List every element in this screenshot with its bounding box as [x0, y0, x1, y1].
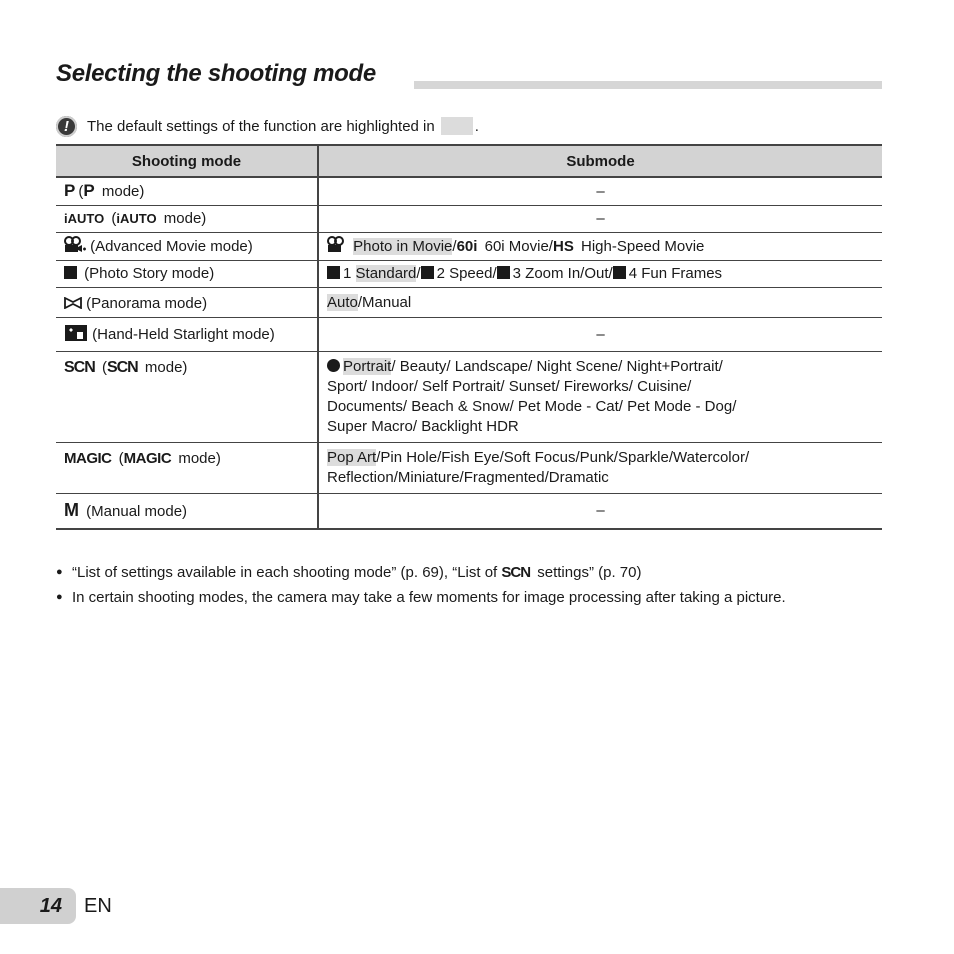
table-row: [56, 206, 882, 233]
language-label: EN: [84, 895, 112, 917]
header-shooting-mode: Shooting mode: [56, 145, 318, 177]
scn-line-3: Documents/ Beach & Snow/ Pet Mode - Cat/ Pet Mode - Dog/: [327, 398, 737, 415]
scn-line-4: Super Macro/ Backlight HDR: [327, 418, 519, 435]
note-text: The default settings of the function are highlighted in: [87, 117, 435, 135]
iauto-icon: iAUTO: [64, 211, 105, 226]
submode-cell: –: [318, 318, 882, 352]
photo-story-icon: [613, 266, 626, 279]
table-header-row: [56, 145, 882, 177]
magic-icon: MAGIC: [123, 450, 172, 467]
p-mode-icon: P: [83, 181, 95, 200]
submode-cell: –: [318, 494, 882, 530]
mode-cell: (Advanced Movie mode): [56, 233, 318, 261]
table-row: [56, 494, 882, 530]
bullet-icon: ●: [56, 591, 63, 603]
default-submode: Portrait: [343, 358, 392, 375]
table-row: [56, 261, 882, 288]
notes-list: [56, 560, 786, 610]
photo-story-icon: [64, 266, 77, 279]
scn-line-2: Sport/ Indoor/ Self Portrait/ Sunset/ Fireworks/ Cuisine/: [327, 378, 692, 395]
mode-cell: iAUTO (iAUTO mode): [56, 206, 318, 233]
table-row: [56, 233, 882, 261]
list-item: ● “List of settings available in each shooting mode” (p. 69), “List of SCN settings” (p. 70): [56, 560, 786, 585]
page-title: Selecting the shooting mode: [56, 60, 376, 87]
warning-icon: !: [56, 116, 77, 137]
table-row: [56, 177, 882, 206]
table-row: [56, 443, 882, 494]
submode-cell: 1 Standard/ 2 Speed/ 3 Zoom In/Out/ 4 Fun Frames: [318, 261, 882, 288]
page-number: 14: [0, 888, 76, 924]
iauto-icon: iAUTO: [116, 211, 157, 226]
list-item: ● In certain shooting modes, the camera may take a few moments for image processing after taking a picture.: [56, 585, 786, 610]
default-settings-note: [56, 114, 479, 138]
magic-line-1: Pop Art/Pin Hole/Fish Eye/Soft Focus/Punk/Sparkle/Watercolor/: [327, 449, 750, 466]
submode-cell: Photo in Movie/60i 60i Movie/HS High-Speed Movie: [318, 233, 882, 261]
mode-cell: P (P mode): [56, 177, 318, 206]
default-submode: Pop Art: [327, 449, 377, 466]
starlight-icon: [64, 324, 88, 342]
scn-icon: SCN: [501, 564, 531, 581]
mode-cell: M (Manual mode): [56, 494, 318, 530]
magic-icon: MAGIC: [64, 450, 112, 467]
panorama-icon: [64, 297, 82, 309]
note-period: .: [474, 117, 479, 135]
p-mode-icon: P: [64, 181, 76, 200]
photo-story-icon: [497, 266, 510, 279]
submode-cell: [318, 443, 882, 494]
highlight-swatch: [441, 117, 473, 135]
submode-cell: [318, 352, 882, 443]
default-submode: Photo in Movie: [353, 238, 453, 255]
scn-line-1: Portrait/ Beauty/ Landscape/ Night Scene/ Night+Portrait/: [327, 357, 882, 377]
movie-camera-icon: [64, 236, 86, 254]
default-submode: Standard: [355, 265, 417, 282]
table-row: [56, 352, 882, 443]
m-mode-icon: M: [64, 500, 79, 520]
photo-story-icon: [327, 266, 340, 279]
submode-cell: –: [318, 206, 882, 233]
header-submode: Submode: [318, 145, 882, 177]
mode-cell: (Hand-Held Starlight mode): [56, 318, 318, 352]
60i-icon: 60i: [456, 238, 478, 255]
submode-cell: Auto/Manual: [318, 288, 882, 318]
movie-camera-icon: [327, 236, 349, 254]
default-submode: Auto: [327, 293, 358, 311]
shooting-mode-table: [56, 144, 882, 530]
magic-line-2: Reflection/Miniature/Fragmented/Dramatic: [327, 469, 609, 486]
scn-icon: SCN: [106, 359, 138, 376]
title-rule: [414, 81, 882, 89]
submode-cell: –: [318, 177, 882, 206]
mode-cell: MAGIC (MAGIC mode): [56, 443, 318, 494]
scn-icon: SCN: [64, 359, 95, 376]
bullet-icon: ●: [56, 566, 63, 578]
portrait-icon: [327, 359, 340, 372]
mode-cell: (Photo Story mode): [56, 261, 318, 288]
mode-cell: SCN (SCN mode): [56, 352, 318, 443]
photo-story-icon: [421, 266, 434, 279]
table-row: [56, 318, 882, 352]
mode-cell: (Panorama mode): [56, 288, 318, 318]
hs-icon: HS: [552, 238, 574, 255]
table-row: [56, 288, 882, 318]
